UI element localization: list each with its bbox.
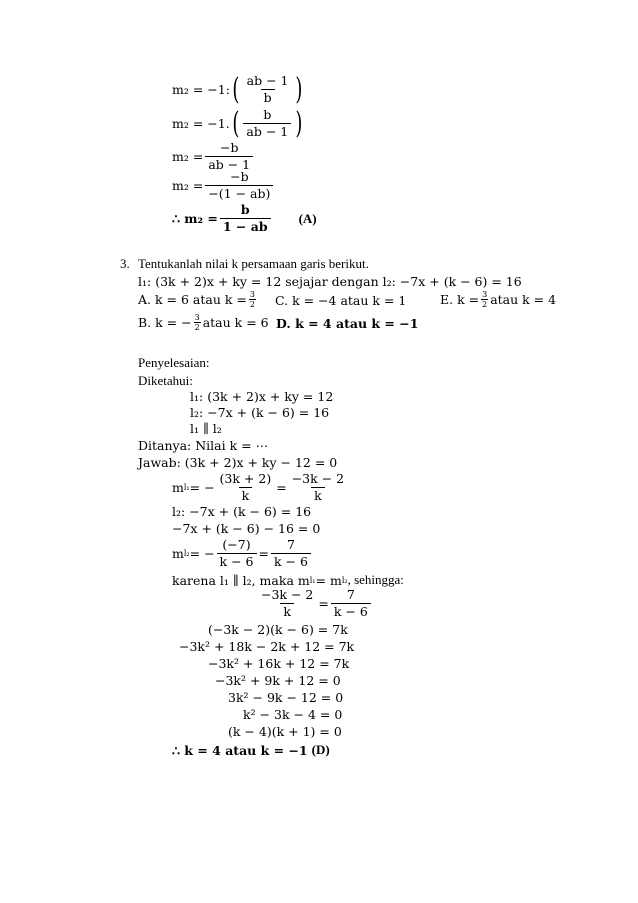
ml1-den-2: k <box>311 487 325 503</box>
slope-eq-den-1: k <box>280 603 294 619</box>
option-e-den: 2 <box>482 300 488 310</box>
m2-step-3 <box>172 141 255 173</box>
question-lines: l₁: (3k + 2)x + ky = 12 sejajar dengan l₂: −7x + (k − 6) = 16 <box>138 274 522 289</box>
ml2-fraction-1 <box>217 538 257 570</box>
option-e-suffix: atau k = 4 <box>490 292 557 308</box>
m2-conclusion-prefix: ∴ m₂ = <box>172 211 218 227</box>
algebra-step-1: (−3k − 2)(k − 6) = 7k <box>208 622 348 637</box>
option-e <box>440 290 556 309</box>
m2-conclusion-num: b <box>240 202 250 217</box>
answer-line: Jawab: (3k + 2)x + ky − 12 = 0 <box>138 455 338 470</box>
solution-heading: Penyelesaian: <box>138 355 210 370</box>
ml1-num-2: −3k − 2 <box>291 471 345 486</box>
ml1-fraction-1 <box>217 472 275 504</box>
ml2-equals: = − <box>189 546 215 562</box>
ml1-fraction-2 <box>289 472 347 504</box>
ml1-equals: = − <box>189 480 215 496</box>
option-d: D. k = 4 atau k = −1 <box>276 316 419 331</box>
because-line <box>172 572 404 588</box>
question-number: 3. <box>120 256 130 271</box>
option-a-prefix: A. k = 6 atau k = <box>138 292 247 308</box>
final-answer-line <box>172 742 330 758</box>
ml2-den-1: k − 6 <box>217 553 257 569</box>
option-e-num: 3 <box>482 290 488 299</box>
m2-step-2: m₂ = −1. ( $\frac{b}{ab - 1}$ ) <box>172 105 303 141</box>
m2-step-4-prefix: m₂ = <box>172 178 204 194</box>
ml1-symbol: m <box>172 480 184 496</box>
option-e-fraction <box>481 290 488 309</box>
slope-eq-den-2: k − 6 <box>331 603 371 619</box>
final-choice: (D) <box>311 742 330 757</box>
m2-step-1-fraction <box>244 74 292 106</box>
option-b-prefix: B. k = − <box>138 315 192 331</box>
algebra-step-3: −3k² + 16k + 12 = 7k <box>208 656 350 671</box>
m2-conclusion <box>172 203 317 235</box>
m2-step-3-den: ab − 1 <box>205 156 253 172</box>
m2-step-3-fraction <box>205 141 253 173</box>
final-answer: ∴ k = 4 atau k = −1 <box>172 742 308 758</box>
ml1-line: m l₁ = − $\frac{(3k + 2)}{k}$ = $\frac{-3k - 2}{k}$ <box>172 472 349 504</box>
ml1-den-1: k <box>239 487 253 503</box>
m2-conclusion-den: 1 − ab <box>220 218 271 234</box>
option-b-suffix: atau k = 6 <box>202 315 269 331</box>
because-end: , sehingga: <box>347 572 404 587</box>
option-e-prefix: E. k = <box>440 292 480 308</box>
asked-line: Ditanya: Nilai k = ⋯ <box>138 438 269 453</box>
m2-step-2-den: ab − 1 <box>243 123 291 139</box>
ml1-num-1: (3k + 2) <box>219 471 272 486</box>
m2-step-1-num: ab − 1 <box>246 73 289 88</box>
ml2-den-2: k − 6 <box>271 553 311 569</box>
m2-step-1-den: b <box>261 89 275 105</box>
m2-step-3-prefix: m₂ = <box>172 149 204 165</box>
m2-step-4-fraction <box>205 170 273 202</box>
ml2-num-1: (−7) <box>222 537 251 552</box>
m2-step-4 <box>172 170 275 202</box>
slope-eq-fraction-2 <box>331 588 371 620</box>
algebra-step-4: −3k² + 9k + 12 = 0 <box>215 673 341 688</box>
ml1-subscript: l₁ <box>183 483 190 493</box>
ml2-subscript: l₂ <box>183 549 190 559</box>
option-a-den: 2 <box>249 300 255 310</box>
m2-step-2-prefix: m₂ = −1. <box>172 116 230 132</box>
known-heading: Diketahui: <box>138 373 193 388</box>
known-line-1: l₁: (3k + 2)x + ky = 12 <box>190 389 334 404</box>
ml2-symbol: m <box>172 546 184 562</box>
m2-step-4-den: −(1 − ab) <box>205 185 273 201</box>
because-sub-2: l₂ <box>341 575 348 585</box>
known-line-3: l₁ ∥ l₂ <box>190 421 222 436</box>
because-text: karena l₁ ∥ l₂, maka m <box>172 572 310 588</box>
algebra-step-2: −3k² + 18k − 2k + 12 = 7k <box>179 639 355 654</box>
slope-eq-fraction-1 <box>258 588 316 620</box>
slope-equation: $\frac{-3k - 2}{k}$ = $\frac{7}{k - 6}$ <box>256 588 373 620</box>
ml2-line: m l₂ = − $\frac{(-7)}{k - 6}$ = $\frac{7}{k - 6}$ <box>172 538 313 570</box>
m2-step-2-fraction <box>243 108 291 140</box>
slope-eq-num-1: −3k − 2 <box>261 587 314 602</box>
because-mid: = m <box>315 572 342 588</box>
m2-step-2-num: b <box>263 107 272 122</box>
option-b-num: 3 <box>194 313 200 322</box>
m2-step-3-num: −b <box>219 140 239 155</box>
question-text: Tentukanlah nilai k persamaan garis berikut. <box>138 256 369 271</box>
option-a-num: 3 <box>249 290 255 299</box>
ml2-fraction-2 <box>271 538 311 570</box>
option-a <box>138 290 258 309</box>
because-sub-1: l₁ <box>309 575 316 585</box>
option-b-fraction <box>194 313 201 332</box>
option-a-fraction <box>249 290 256 309</box>
algebra-step-6: k² − 3k − 4 = 0 <box>243 707 343 722</box>
m2-conclusion-choice: (A) <box>298 210 317 226</box>
option-b-den: 2 <box>194 323 200 333</box>
algebra-step-7: (k − 4)(k + 1) = 0 <box>228 724 342 739</box>
option-c: C. k = −4 atau k = 1 <box>275 293 407 308</box>
m2-step-1: m₂ = −1: ( $\frac{ab - 1}{b}$ ) <box>172 71 303 107</box>
m2-step-4-num: −b <box>230 169 249 184</box>
l2-line: l₂: −7x + (k − 6) = 16 <box>172 504 312 519</box>
ml2-num-2: 7 <box>286 537 295 552</box>
option-b <box>138 313 269 332</box>
slope-eq-num-2: 7 <box>346 587 355 602</box>
algebra-step-5: 3k² − 9k − 12 = 0 <box>228 690 344 705</box>
m2-conclusion-fraction <box>220 203 271 235</box>
known-line-2: l₂: −7x + (k − 6) = 16 <box>190 405 330 420</box>
m2-step-1-prefix: m₂ = −1: <box>172 82 230 98</box>
l2-rearranged: −7x + (k − 6) − 16 = 0 <box>172 521 321 536</box>
